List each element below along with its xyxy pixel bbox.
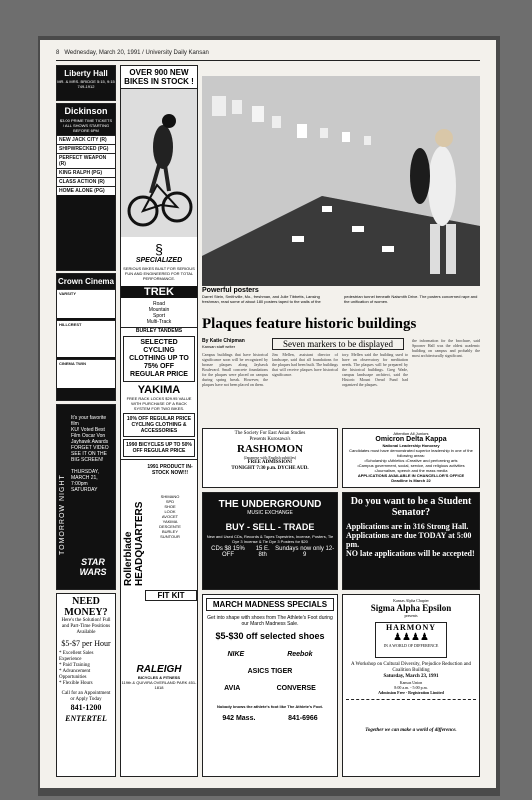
underground-address: 15 E. 8th (255, 546, 270, 558)
movie-listing[interactable]: HOME ALONE (PG) (57, 186, 115, 195)
sae-chapter: Kansas Alpha Chapter (393, 598, 429, 603)
masthead-rule (56, 60, 480, 61)
odk-area: •Scholarship •Athletics •Creative and performing arts (364, 458, 458, 463)
harmony-logo: HARMONY ♟♟♟♟ IN A WORLD OF DIFFERENCE (375, 622, 447, 658)
underground-name: THE UNDERGROUND (218, 499, 322, 510)
odk-title: Omicron Delta Kappa (375, 436, 447, 443)
rollerblade-block (121, 459, 197, 664)
raleigh-logo: RALEIGH (136, 664, 182, 675)
sae-time: 8:00 a.m. - 5:00 p.m. (394, 685, 428, 690)
movie-listing[interactable]: NEW JACK CITY (R) (57, 135, 115, 144)
odk-area: •Campus government, social, service, and religious activities (357, 463, 465, 468)
dickinson-ad[interactable] (56, 103, 116, 271)
job-company: ENTERTEL (65, 714, 107, 723)
rashomon-title: RASHOMON (237, 443, 303, 455)
rashomon-ad[interactable] (202, 428, 338, 488)
sae-date: Saturday, March 23, 1991 (383, 674, 439, 679)
article-deck: Seven markers to be displayed (272, 338, 404, 350)
liberty-hall-phone: 749-1912 (77, 84, 95, 89)
march-phone[interactable]: 841-6966 (288, 715, 318, 722)
senate-line: Applications are in 316 Strong Hall. (346, 522, 469, 531)
trek-type: Mountain (148, 307, 170, 313)
job-bullet: * Paid Training (59, 663, 90, 668)
senate-line: NO late applications will be accepted! (346, 549, 475, 558)
rashomon-subtitle: (Japanese with English subtitles) (243, 455, 297, 460)
photo-caption (202, 287, 480, 304)
yakima-offer: FREE RACK LOCKS $29.95 VALUE WITH PURCHASE OF A RACK SYSTEM FOR TWO BIKES. (126, 396, 192, 411)
theatre-listing[interactable]: CINEMA TWIN (57, 359, 115, 388)
promo-accessories: 10% OFF REGULAR PRICE CYCLING CLOTHING & ACCESSORIES (123, 413, 195, 437)
stock-note: 1991 PRODUCT IN-STOCK NOW!!! (147, 464, 193, 476)
promo-clothing: SELECTED CYCLING CLOTHING UP TO 75% OFF REGULAR PRICE (123, 336, 195, 382)
underground-desc: New and Used CDs, Records & Tapes Tapestries, Incense, Posters, Tie Dye 3 Incense & Tie Dye 3 Posters for $20 (206, 534, 334, 544)
senate-headline: Do you want to be a Student Senator? (350, 496, 472, 518)
job-bullet: * Excellent Sales Experience (59, 651, 94, 662)
date-line: Wednesday, March 20, 1991 / University Daily Kansan (64, 50, 209, 56)
avia-logo: AVIA (224, 685, 241, 692)
sigma-alpha-epsilon-ad[interactable] (342, 594, 480, 777)
job-headline: NEED MONEY? (64, 596, 108, 618)
article-column-2: Jim Mellen, assistant director of landscape, said that all foundations for the plaques had been built. The buildings that will receive plaques have historical significance. (272, 352, 338, 377)
specialized-logo: SPECIALIZED (135, 257, 183, 264)
trek-type: Multi-Track (146, 319, 172, 325)
odk-area: •Journalism, speech and the mass media (374, 468, 448, 473)
odk-line1: Attention All Juniors (393, 431, 429, 436)
article-column-3: tory. Mellen said the building used to have an observatory for meditation needs. The plaques will be prepared by the historical buildings. Greg Wade, campus landscape architect, said the Historic Mount Oread Fund had organized the plaques. (342, 352, 408, 387)
sae-fee: Admission Free - Registration Limited (378, 690, 444, 695)
tunnel-photo (202, 76, 480, 286)
bike-headline: OVER 900 NEW BIKES IN STOCK ! (121, 66, 197, 89)
dickinson-tagline: $3.00 PRIME TIME TICKETS / ALL SHOWS STARTING BEFORE 6PM (59, 118, 113, 133)
bike-shop-ad[interactable] (120, 65, 198, 777)
crown-cinema-ad[interactable] (56, 273, 116, 401)
athletes-foot-ad[interactable] (202, 594, 338, 777)
sae-desc: A Workshop on Cultural Diversity, Prejudice Reduction and Coalition Building (351, 662, 471, 673)
underground-music-ad[interactable] (202, 492, 338, 590)
burley-tandems: BURLEY TANDEMS (121, 327, 197, 334)
movie-listing[interactable]: PERFECT WEAPON (R) (57, 153, 115, 168)
trek-type: Road (153, 301, 165, 307)
specialized-icon: § (155, 241, 163, 257)
march-body: Get into shape with shoes from The Athlete's Foot during our March Madness Sale. (207, 615, 333, 627)
reebok-logo: Reebok (287, 651, 313, 658)
entertel-job-ad[interactable] (56, 593, 116, 777)
dickinson-name: Dickinson (64, 106, 108, 116)
cyclist-image (121, 89, 197, 237)
job-phone[interactable]: 841-1200 (70, 703, 102, 712)
job-cta: Call for an Appointment or Apply Today (61, 691, 111, 702)
march-address: 942 Mass. (222, 715, 256, 722)
odk-body: Candidates must have demonstrated superior leadership in one of the following areas: (349, 448, 473, 458)
crown-cinema-name: Crown Cinema (57, 277, 114, 286)
converse-logo: CONVERSE (276, 685, 316, 692)
asics-logo: ASICS TIGER (247, 668, 293, 675)
star-wars-logo: STAR WARS (79, 557, 107, 577)
rollerblade-headquarters: Rollerblade HEADQUARTERS (123, 501, 145, 586)
movie-listing[interactable]: CLASS ACTION (R) (57, 177, 115, 186)
march-offer: $5-$30 off selected shoes (215, 631, 325, 641)
liberty-hall-ad[interactable] (56, 65, 116, 101)
job-wage: $5-$7 per Hour (61, 639, 111, 648)
sae-tagline: Together we can make a world of difference. (365, 728, 457, 733)
trek-type: Sport (153, 313, 165, 319)
underground-cds: CDs $8 15% OFF (211, 546, 245, 558)
rashomon-when: TONIGHT 7:30 p.m. DYCHE AUD. (231, 466, 309, 471)
omicron-delta-kappa-ad[interactable] (342, 428, 480, 488)
senate-line: Applications are due TODAY at 5:00 pm. (346, 531, 472, 549)
page-number: 8 (56, 50, 60, 56)
caption-title: Powerful posters (202, 287, 259, 294)
sae-name: Sigma Alpha Epsilon (370, 603, 452, 613)
article-column-4: the information for the brochure, said Spooner Hall was the oldest academic building on campus and probably the most architecturally significant. (412, 338, 480, 358)
job-bullet: * Advancement Opportunities (59, 669, 91, 680)
article-headline: Plaques feature historic buildings (202, 316, 417, 332)
odk-deadline: Deadline is March 22 (391, 478, 431, 483)
sae-registration-form[interactable] (346, 699, 476, 728)
specialized-tagline: SERIOUS BIKES BUILT FOR SERIOUS FUN AND ENGINEERED FOR TOTAL PERFORMANCE. (123, 266, 195, 281)
promo-1990-bikes: 1990 BICYCLES UP TO 50% OFF REGULAR PRICE (123, 439, 195, 457)
student-senate-ad[interactable] (342, 492, 480, 590)
newspaper-page (40, 40, 496, 788)
raleigh-shop: BICYCLES & FITNESS (137, 675, 181, 680)
theatre-listing[interactable]: HILLCREST (57, 320, 115, 357)
folio (56, 50, 209, 56)
raleigh-address: 119th & QUIVIRA OVERLAND PARK 451-1818 (121, 680, 197, 690)
odk-subtitle: National Leadership Honorary (382, 443, 440, 448)
rashomon-line2: Presents Kurosawa's (249, 437, 291, 442)
caption-right: pedestrian tunnel beneath Naismith Drive. The posters concerned rape and the unification of women. (344, 294, 478, 304)
sae-presents: presents (404, 613, 418, 618)
underground-tag: BUY - SELL - TRADE (225, 522, 315, 532)
fit-kit: FIT KIT (145, 590, 197, 601)
tomorrow-night-text: TOMORROW NIGHT (59, 474, 66, 555)
job-intro: Here's the Solution! Full and Part-Time Positions Available (61, 618, 111, 635)
odk-applications: APPLICATIONS AVAILABLE IN CHANCELLOR'S OFFICE (357, 473, 465, 478)
brand-list: SHIMANO SPD SHOE LOOK AVOCET YAKIMA DESCENTE BURLEY SUNTOUR (159, 494, 181, 539)
star-wars-copy: It's your favorite film KU! Voted Best Film Oscar Von Jayhawk Awards FORGET VIDEO SEE IT ON THE BIG SCREEN! THURSDAY, MARCH 21, 7:00pm SATURDAY (71, 415, 109, 493)
sae-place: Kansas Union (399, 680, 423, 685)
march-slogan: Nobody knows the athlete's foot like The Athlete's Foot. (217, 704, 323, 709)
underground-hours: Sundays now only 12-9 (275, 546, 335, 558)
rashomon-line1: The Society For East Asian Studies (234, 431, 306, 436)
trek-logo: TREK (121, 286, 197, 298)
movie-listing[interactable]: SHIPWRECKED (PG) (57, 144, 115, 153)
nike-logo: NIKE (227, 651, 245, 658)
star-wars-ad[interactable] (56, 404, 116, 590)
march-title: MARCH MADNESS SPECIALS (206, 598, 334, 611)
caption-left: Darrel Stein, Smithville, Mo., freshman, and Julie Tibbetts, Lansing freshman, read some of about 180 posters taped to the walls of the (202, 294, 321, 304)
article-column-1: Campus buildings that have historical significance soon will be recognized by bronze plaques along Jayhawk Boulevard. Small concrete foundations for the plaques were placed on campus during spring break. However, the plaques have not been placed on them. (202, 352, 268, 387)
underground-sub: MUSIC EXCHANGE (247, 510, 293, 516)
liberty-hall-title: Liberty Hall (64, 69, 108, 78)
theatre-listing[interactable]: VARSITY (57, 289, 115, 318)
liberty-hall-times: MR. & MRS. BRIDGE 5:15, 9:15 (57, 79, 115, 84)
movie-listing[interactable]: KING RALPH (PG) (57, 168, 115, 177)
article-byline: By Katie Chipman Kansan staff writer (202, 338, 245, 349)
rashomon-free: FREE ADMISSION! (247, 460, 293, 465)
job-bullet: * Flexible Hours (59, 681, 93, 686)
yakima-logo: YAKIMA (137, 384, 181, 396)
